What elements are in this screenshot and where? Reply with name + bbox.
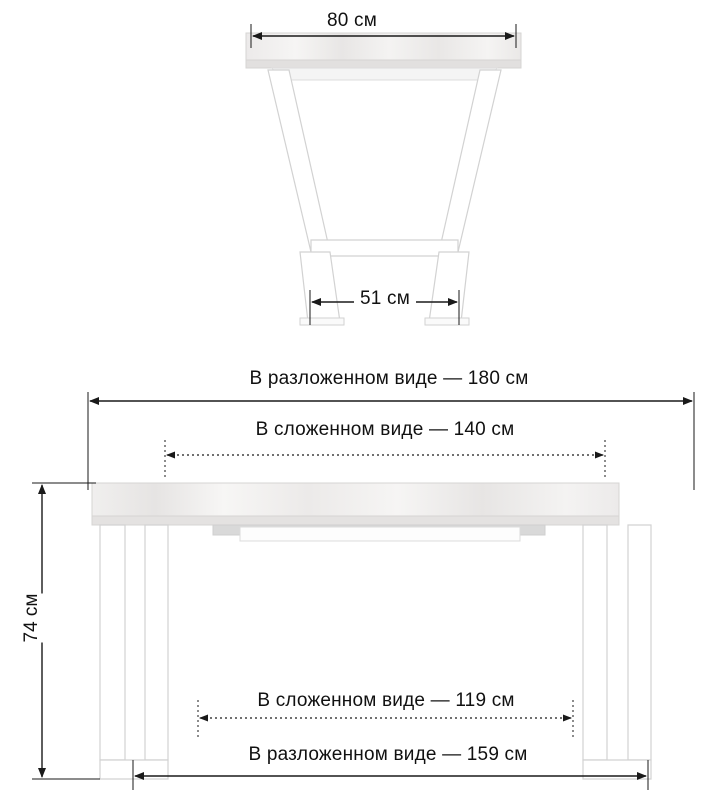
label-folded-length: В сложенном виде — 140 см (250, 420, 521, 441)
front-view-table (92, 483, 651, 779)
dimension-extended-length (88, 392, 694, 490)
label-folded-base-length: В сложенном виде — 119 см (251, 691, 520, 712)
label-extended-base-length: В разложенном виде — 159 см (242, 745, 533, 766)
label-base-width: 51 см (354, 289, 416, 310)
label-top-width: 80 см (321, 11, 383, 32)
dimension-folded-length (165, 440, 605, 480)
label-height: 74 см (21, 593, 42, 643)
label-extended-length: В разложенном виде — 180 см (243, 369, 534, 390)
side-view-table (246, 33, 521, 325)
